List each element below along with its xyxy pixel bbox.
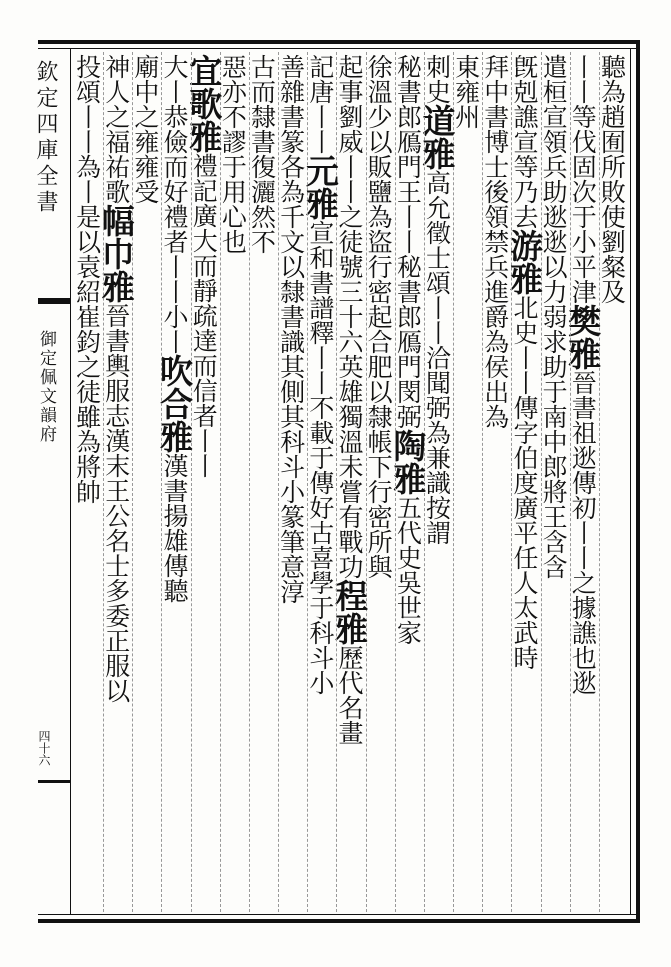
text-segment: 徐溫少以販鹽為盜行密起合肥以隸帳下行密所與 [364,54,394,579]
text-column [300,54,340,912]
text-column [96,54,136,912]
text-segment: 為丨是以袁紹崔鈞之徒雖為將帥 [72,154,102,504]
headword: 道雅 [417,104,457,170]
text-segment: 北史丨丨傳字伯度廣平任人太武時 [509,295,539,670]
headword: 宜歌雅 [184,54,224,153]
text-segment: 投頌丨丨 [72,54,102,154]
text-segment: 拜中書博士後領禁兵進爵為侯出為 [480,54,510,429]
text-column [155,54,195,912]
headword: 幅巾雅 [96,204,136,303]
headword: 游雅 [504,229,544,295]
headword: 樊雅 [563,304,603,370]
text-column [247,54,281,912]
page-number: 四十六 [37,730,51,766]
text-segment: 刺史 [422,54,452,104]
text-segment: 宣和書譜釋丨丨不載于傳好古喜學于科斗小 [305,220,335,695]
text-segment: 遣桓宣領兵助逖逖 [539,54,569,254]
text-column [217,54,251,912]
fishtail-mark-lower [38,780,70,783]
text-column [504,54,544,912]
text-segment: 旣剋譙宣等乃去 [509,54,539,229]
text-segment: 漢書揚雄傳聽 [160,453,190,603]
text-column [72,54,106,912]
text-segment: 晉書輿服志漢末王公名士多委正服以 [101,303,131,703]
text-segment: 五代史吳世家 [393,495,423,645]
book-title: 御定佩文韻府 [36,330,56,444]
text-column [184,54,224,912]
top-border [38,40,638,44]
bottom-border [38,919,638,923]
right-border [636,40,640,923]
text-segment: 丨丨等伐固次于小平津 [568,54,598,304]
text-column [451,54,485,912]
fishtail-mark [38,298,70,304]
text-segment: 禮記廣大而靜疏達而信者丨丨 [189,153,219,478]
text-segment: 善雜書 [276,54,306,129]
text-segment: 廟中之雍雍受 [130,54,160,204]
headword: 程雅 [330,579,369,645]
headword: 元雅 [300,154,340,220]
text-column [538,54,572,912]
top-border-inner [38,48,638,49]
headword: 吹合雅 [155,354,195,453]
text-segment: 聽為趙囿所敗使劉粲及 [597,54,627,304]
text-segment: 大丨恭儉而好禮者丨丨小丨 [160,54,190,354]
text-segment: 篆各為千文以隸書識其側其科斗小篆筆意淳 [276,129,306,604]
text-segment: 神人之福祐歌 [101,54,131,204]
text-column [276,54,310,912]
bottom-border-inner [38,914,638,915]
text-segment: 惡亦不謬于用心也 [218,54,248,254]
text-segment: 秘書郎鴈門王丨丨秘書郎鴈門閔弼 [393,54,423,429]
running-title: 欽定四庫全書 [33,60,58,216]
headword: 陶雅 [388,429,428,495]
text-column [563,54,603,912]
text-column [130,54,164,912]
text-column [596,54,630,912]
text-column [363,54,397,912]
text-segment: 歷代名畫 [335,645,364,745]
text-segment: 東雍州 [451,54,481,129]
text-segment: 記唐丨丨 [305,54,335,154]
text-segment: 古而隸書復灑然不 [247,54,277,254]
text-segment: 高允徵士頌丨丨洽聞弼為兼識按謂 [422,170,452,545]
text-segment: 晉書祖逖傳初丨丨之據譙也逖 [568,370,598,695]
text-column [480,54,514,912]
text-column [388,54,428,912]
text-segment: 起事劉威丨丨之徒號三十六英雄獨溫未嘗有戰功 [335,54,364,579]
text-segment: 以力弱求助于南中郎將王含含 [539,254,569,579]
